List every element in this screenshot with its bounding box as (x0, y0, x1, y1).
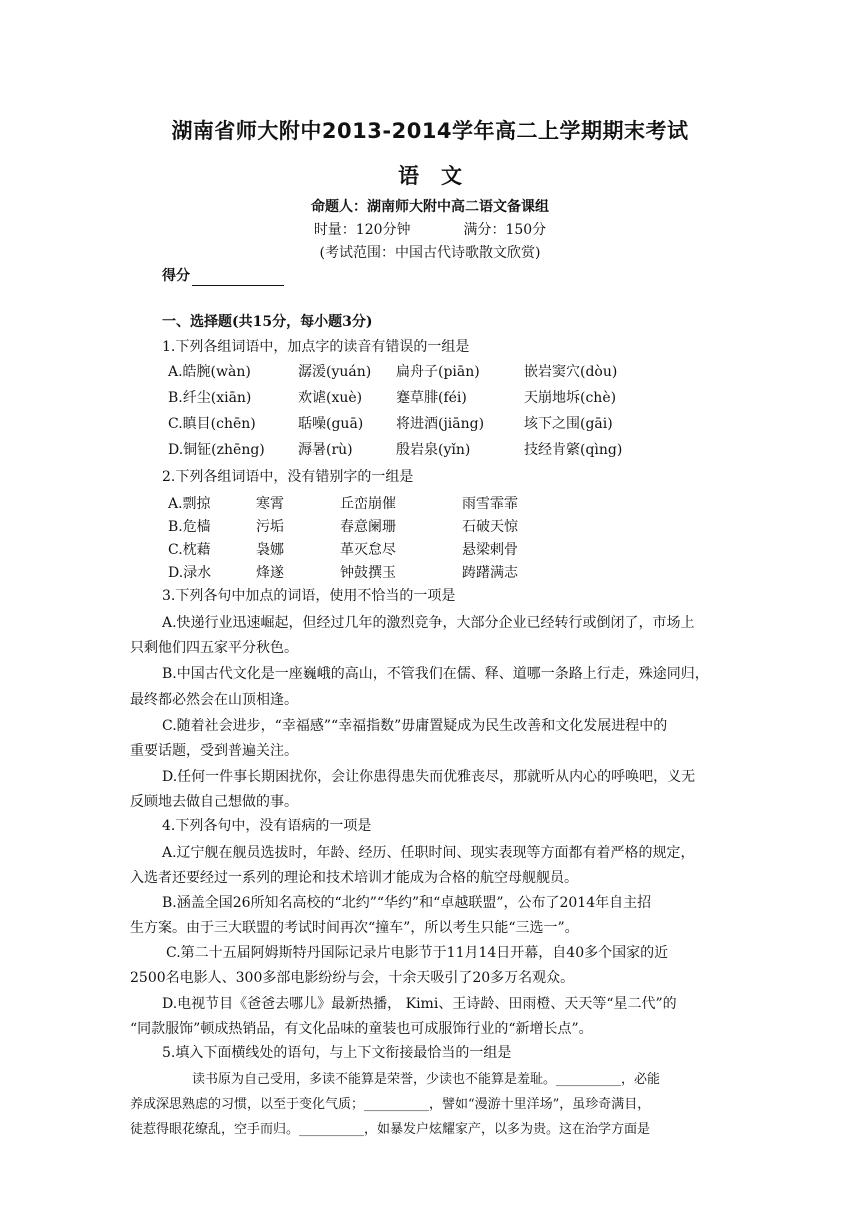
q4-line: 生方案。由于三大联盟的考试时间再次“撞车”，所以考生只能“三选一”。 (130, 920, 579, 936)
q5-passage-line: 养成深思熟虑的习惯，以至于变化气质；__________，譬如“漫游十里洋场”，虽珍奇满目， (130, 1097, 651, 1112)
score-label: 得分 (162, 268, 190, 284)
q1-option-d: D.铜钲(zhēng) 溽暑(rù) 殷岩泉(yǐn) 技经肯綮(qìng) (168, 442, 623, 458)
q3-stem: 3.下列各句中加点的词语，使用不恰当的一项是 (162, 588, 456, 604)
q4-line: B.涵盖全国26所知名高校的“北约”“华约”和“卓越联盟”，公布了2014年自主招 (162, 895, 652, 911)
exam-title: 湖南省师大附中2013-2014学年高二上学期期末考试 (171, 119, 689, 143)
time-limit: 时量：120分钟 (313, 222, 411, 238)
q4-line: 2500名电影人、300多部电影纷纷与会，十余天吸引了20多万名观众。 (130, 970, 575, 986)
q5-stem: 5.填入下面横线处的语句，与上下文衔接最恰当的一组是 (162, 1045, 512, 1061)
q4-stem: 4.下列各句中，没有语病的一项是 (162, 818, 372, 834)
q3-line: 最终都必然会在山顶相逢。 (130, 692, 298, 708)
q3-line: B.中国古代文化是一座巍峨的高山，不管我们在儒、释、道哪一条路上行走，殊途同归， (162, 666, 709, 682)
q2-option-b: B.危樯 污垢 春意阑珊 石破天惊 (168, 519, 518, 535)
q5-passage-line: 徒惹得眼花缭乱，空手而归。__________，如暴发户炫耀家产，以多为贵。这在治学方面是 (130, 1122, 651, 1137)
full-score: 满分：150分 (463, 222, 547, 238)
q4-line: “同款服饰”顿成热销品，有文化品味的童装也可成服饰行业的“新增长点”。 (130, 1021, 593, 1037)
q1-option-a: A.皓腕(wàn) 潺湲(yuán) 扁舟子(piān) 嵌岩窦穴(dòu) (168, 364, 618, 380)
q3-line: 反顾地去做自己想做的事。 (130, 794, 298, 810)
q3-line: 只剩他们四五家平分秋色。 (130, 640, 298, 656)
q3-line: 重要话题，受到普遍关注。 (130, 743, 298, 759)
exam-scope: (考试范围：中国古代诗歌散文欣赏) (319, 245, 541, 261)
subject-title: 语文 (398, 164, 484, 188)
q3-line: A.快递行业迅速崛起，但经过几年的激烈竞争，大部分企业已经转行或倒闭了，市场上 (162, 615, 695, 631)
q3-line: C.随着社会进步，“幸福感”“幸福指数”毋庸置疑成为民生改善和文化发展进程中的 (162, 718, 668, 734)
q1-option-b: B.纤尘(xiān) 欢谑(xuè) 蹇草腓(féi) 天崩地坼(chè) (168, 390, 617, 406)
time-score-line (0, 220, 860, 240)
q2-option-d: D.渌水 烽遂 钟鼓撰玉 踌躇满志 (168, 565, 518, 581)
q5-passage-line: 读书原为自己受用，多读不能算是荣誉，少读也不能算是羞耻。__________，必能 (192, 1072, 661, 1087)
score-field (162, 266, 284, 286)
q4-line: 入选者还要经过一系列的理论和技术培训才能成为合格的航空母舰舰员。 (130, 870, 578, 886)
author-line: 命题人：湖南师大附中高二语文备课组 (311, 199, 549, 215)
q4-line: D.电视节目《爸爸去哪儿》最新热播， Kimi、王诗龄、田雨橙、天天等“星二代”的 (162, 996, 677, 1012)
q2-option-a: A.剽掠 寒霄 丘峦崩催 雨雪霏霏 (168, 496, 518, 512)
q4-line: A.辽宁舰在舰员选拔时，年龄、经历、任职时间、现实表现等方面都有着严格的规定， (162, 845, 695, 861)
score-blank (192, 270, 284, 286)
q4-line: C.第二十五届阿姆斯特丹国际记录片电影节于11月14日开幕，自40多个国家的近 (166, 945, 669, 961)
q2-stem: 2.下列各组词语中，没有错别字的一组是 (162, 469, 414, 485)
q3-line: D.任何一件事长期困扰你，会让你患得患失而优雅丧尽，那就听从内心的呼唤吧，义无 (162, 769, 696, 785)
q1-stem: 1.下列各组词语中，加点字的读音有错误的一组是 (162, 339, 470, 355)
q2-option-c: C.枕藉 袅娜 革灭怠尽 悬梁剌骨 (168, 542, 518, 558)
q1-option-c: C.瞋目(chēn) 聒噪(guā) 将进酒(jiāng) 垓下之围(gāi) (168, 416, 613, 432)
section-heading: 一、选择题(共15分，每小题3分) (162, 314, 373, 330)
